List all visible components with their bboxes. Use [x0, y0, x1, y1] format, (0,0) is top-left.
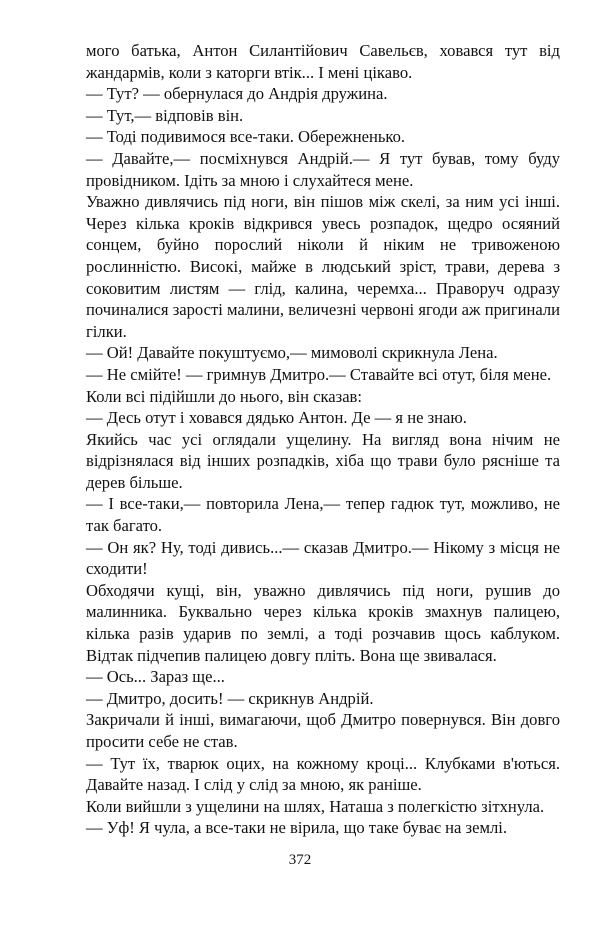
paragraph: — І все-таки,— повторила Лена,— тепер гадюк тут, можливо, не так багато.	[86, 494, 560, 536]
paragraph: — Не смійте! — гримнув Дмитро.— Ставайте всі отут, біля мене.	[86, 364, 552, 384]
paragraph: Коли вийшли з ущелини на шлях, Наташа з полегкістю зітхнула.	[86, 796, 545, 816]
paragraph: — Тут? — обернулася до Андрія дружина.	[86, 84, 388, 104]
paragraph: — Давайте,— посміхнувся Андрій.— Я тут бував, тому буду провідником. Ідіть за мною і слухайтеся мене.	[86, 148, 560, 190]
paragraph: — Ось... Зараз ще...	[86, 667, 225, 687]
paragraph: Уважно дивлячись під ноги, він пішов між скелі, за ним усі інші. Через кілька кроків відкрився увесь розпадок, щедро осяяний сонцем, буйно порослий ніколи й ніким не тривоженою рослинністю. Високі, майже в людський зріст, трави, дерева з соковитим листям — глід, калина, черемха... Праворуч одразу починалися зарості малини, величезні червоні ягоди аж пригинали гілки.	[86, 192, 560, 341]
paragraph: — Он як? Ну, тоді дивись...— сказав Дмитро.— Нікому з місця не сходити!	[86, 537, 560, 579]
paragraph: — Дмитро, досить! — скрикнув Андрій.	[86, 688, 374, 708]
page-text	[86, 40, 560, 839]
paragraph: — Уф! Я чула, а все-таки не вірила, що таке буває на землі.	[86, 818, 507, 838]
paragraph: мого батька, Антон Силантійович Савельєв, ховався тут від жандармів, коли з каторги втік... І мені цікаво.	[86, 41, 560, 82]
paragraph: — Десь отут і ховався дядько Антон. Де — я не знаю.	[86, 408, 467, 428]
paragraph: — Тоді подивимося все-таки. Обережненько.	[86, 127, 406, 147]
paragraph: — Тут,— відповів він.	[86, 105, 244, 125]
page-number: 372	[288, 852, 312, 868]
paragraph: Обходячи кущі, він, уважно дивлячись під ноги, рушив до малинника. Буквально через кілька кроків змахнув палицею, кілька разів ударив по землі, а тоді розчавив щось каблуком. Відтак підчепив палицею довгу пліть. Вона ще звивалася.	[86, 580, 560, 665]
paragraph: Якийсь час усі оглядали ущелину. На вигляд вона нічим не відрізнялася від інших розпадків, хіба що трави було рясніше та дерев більше.	[86, 429, 560, 492]
paragraph: — Тут їх, тварюк оцих, на кожному кроці... Клубками в'ються. Давайте назад. І слід у слід за мною, як раніше.	[86, 753, 560, 795]
paragraph: Закричали й інші, вимагаючи, щоб Дмитро повернувся. Він довго просити себе не став.	[86, 710, 560, 751]
paragraph: Коли всі підійшли до нього, він сказав:	[86, 386, 363, 406]
paragraph: — Ой! Давайте покуштуємо,— мимоволі скрикнула Лена.	[86, 343, 498, 363]
